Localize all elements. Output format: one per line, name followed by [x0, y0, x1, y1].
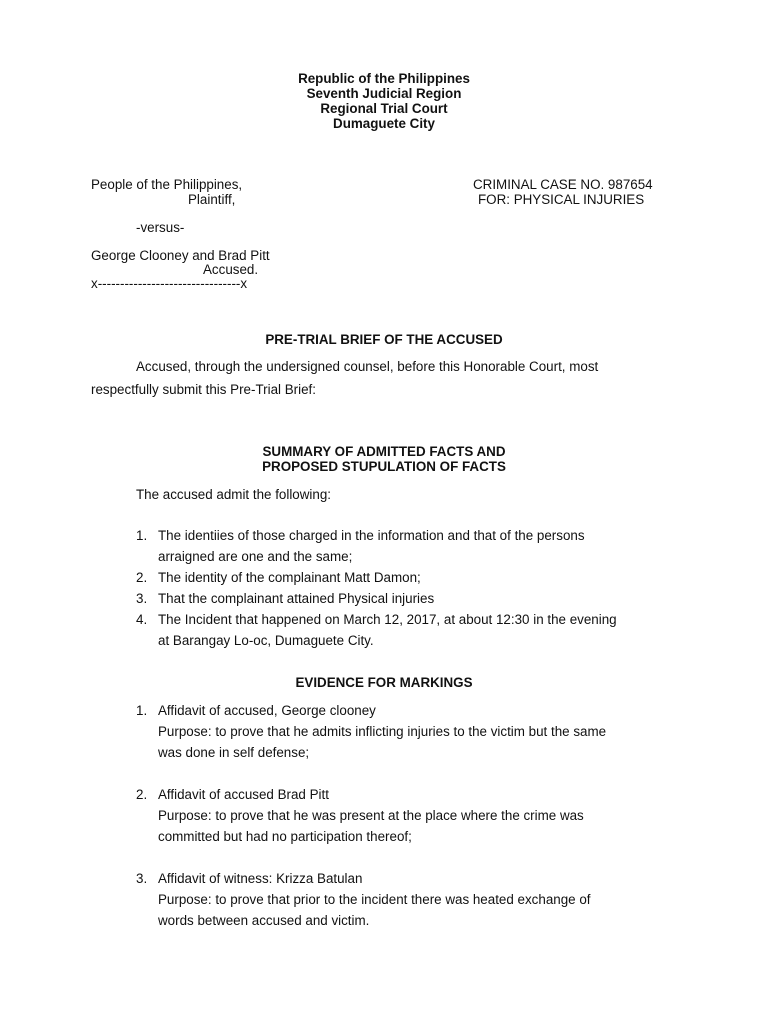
- summary-heading-line-2: PROPOSED STUPULATION OF FACTS: [262, 459, 506, 474]
- fact-line: arraigned are one and the same;: [158, 549, 353, 564]
- accused-role: Accused.: [203, 262, 259, 277]
- versus-label: -versus-: [136, 220, 185, 235]
- fact-line: The identiies of those charged in the information and that of the persons: [158, 528, 585, 543]
- summary-heading-line-1: SUMMARY OF ADMITTED FACTS AND: [262, 444, 506, 459]
- plaintiff-role: Plaintiff,: [188, 192, 236, 207]
- evidence-heading: EVIDENCE FOR MARKINGS: [295, 675, 473, 690]
- case-number: CRIMINAL CASE NO. 987654: [473, 177, 653, 192]
- intro-line-2: respectfully submit this Pre-Trial Brief:: [91, 382, 316, 397]
- plaintiff-name: People of the Philippines,: [91, 177, 243, 192]
- evidence-line: Purpose: to prove that prior to the incident there was heated exchange of: [158, 892, 591, 907]
- caption-separator: x--------------------------------x: [91, 276, 248, 291]
- admit-intro: The accused admit the following:: [136, 487, 332, 502]
- header-city: Dumaguete City: [333, 116, 435, 131]
- evidence-line: committed but had no participation thereof;: [158, 829, 412, 844]
- accused-names: George Clooney and Brad Pitt: [91, 248, 270, 263]
- evidence-line: Affidavit of accused, George clooney: [158, 703, 376, 718]
- fact-line: at Barangay Lo-oc, Dumaguete City.: [158, 633, 374, 648]
- evidence-line: words between accused and victim.: [158, 913, 370, 928]
- header-court: Regional Trial Court: [320, 101, 448, 116]
- fact-number: 1.: [136, 528, 148, 543]
- evidence-line: was done in self defense;: [158, 745, 310, 760]
- evidence-line: Affidavit of accused Brad Pitt: [158, 787, 329, 802]
- intro-line-1: Accused, through the undersigned counsel, before this Honorable Court, most: [136, 359, 599, 374]
- fact-number: 2.: [136, 570, 148, 585]
- document-title: PRE-TRIAL BRIEF OF THE ACCUSED: [265, 332, 503, 347]
- header-republic: Republic of the Philippines: [298, 71, 470, 86]
- fact-line: The identity of the complainant Matt Damon;: [158, 570, 421, 585]
- evidence-number: 2.: [136, 787, 148, 802]
- fact-line: That the complainant attained Physical injuries: [158, 591, 435, 606]
- fact-number: 4.: [136, 612, 148, 627]
- evidence-number: 1.: [136, 703, 148, 718]
- fact-line: The Incident that happened on March 12, 2017, at about 12:30 in the evening: [158, 612, 617, 627]
- evidence-line: Affidavit of witness: Krizza Batulan: [158, 871, 363, 886]
- header-region: Seventh Judicial Region: [306, 86, 462, 101]
- fact-number: 3.: [136, 591, 148, 606]
- evidence-line: Purpose: to prove that he admits inflicting injuries to the victim but the same: [158, 724, 607, 739]
- evidence-number: 3.: [136, 871, 148, 886]
- evidence-line: Purpose: to prove that he was present at the place where the crime was: [158, 808, 584, 823]
- case-nature: FOR: PHYSICAL INJURIES: [478, 192, 645, 207]
